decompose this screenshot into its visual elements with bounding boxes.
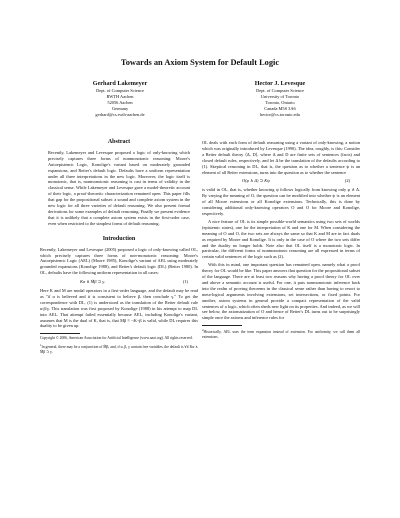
author-affiliation: Germany xyxy=(111,106,129,111)
author-affiliation: Toronto, Ontario xyxy=(265,100,295,105)
equation-body: O(φ ∧ Δ) ⊃ Kψ xyxy=(242,178,270,184)
author-block-2 xyxy=(200,80,360,118)
footnote-1: $^1$In general, there may be a conjunction of M̃β, and, if α, β, γ contain free variables, the default is ∀x⃗ Kα ∧ M̃β ⊃ γ. xyxy=(40,343,198,355)
paragraph: OL deals with each form of default reasoning using a variant of only-knowing, a notion which was originally introduced by Levesque (1990). The idea, roughly, is this: Consider a Reiter default theory ⟨Δ, D⟩, where Δ and D are finite sets of sentences (facts) and closed default rules, respectively, and let Δ be the translation of the defaults according to (1). Skeptical reasoning in DL, that is, the question as to whether a sentence ψ is an element of all Reiter extensions, turns into the question as to whether the sentence xyxy=(202,140,360,175)
equation-1 xyxy=(40,279,198,285)
paragraph: Recently, Lakemeyer and Levesque (2005) proposed a logic of only-knowing called OL, which precisely captures three forms of non-monotonic reasoning: Moore's Autoepistemic Logic (AEL) (Moore 1985), Konolige's variant of AEL using moderately grounded expansions (Konolige 1988), and Reiter's default logic (DL) (Reiter 1980). In OL, defaults have the following uniform representation in all cases: xyxy=(40,246,198,276)
equation-2 xyxy=(202,178,360,184)
footnote-divider xyxy=(40,333,80,334)
author-affiliation: University of Toronto xyxy=(260,94,300,99)
author-email: gerhard@cs.rwth-aachen.de xyxy=(95,112,145,117)
footnote-text: Historically, AEL uses the term expansion instead of extension. For uniformity, we call them all extensions. xyxy=(202,330,360,340)
equation-number: (2) xyxy=(344,178,350,184)
footnote-divider xyxy=(202,325,242,326)
author-affiliation: RWTH Aachen xyxy=(106,94,134,99)
paragraph: A nice feature of OL is its simple possible-world semantics using two sets of worlds (epistemic states), one for the interpretation of K and one for M. When considering the meaning of O and O, the two sets are always the same so that K and M are in fact duals as required by Moore and Konolige. It is only in the case of O where the two sets differ and the duality no longer holds. Note also that OL itself is a monotonic logic. In particular, the different forms of nonmonotonic reasoning are all expressed in terms of certain valid sentences of the logic such as (2). xyxy=(202,218,360,260)
copyright-notice: Copyright © 2006, American Association for Artificial Intelligence (www.aaai.org). All rights reserved. xyxy=(40,336,193,341)
footnote-text: In general, there may be a conjunction of M̃β, and, if α, β, γ contain free variables, the default is ∀x⃗ Kα ∧ M̃β ⊃ γ. xyxy=(40,345,198,355)
footnote-2: $^2$Historically, AEL uses the term expansion instead of extension. For uniformity, we call them all extensions. xyxy=(202,328,360,340)
abstract-paragraph: Recently, Lakemeyer and Levesque proposed a logic of only-knowing which precisely captures three forms of nonmonotonic reasoning: Moore's Autoepistemic Logic, Konolige's variant based on moderately grounded expansions, and Reiter's default logic. Defaults have a uniform representation under all three interpretations in the new logic. Moreover, the logic itself is monotonic, that is, nonmonotonic reasoning is cast in terms of validity in the classical sense. While Lakemeyer and Levesque gave a model-theoretic account of their logic, a proof-theoretic characterization remained open. This paper fills that gap for the propositional subset: a sound and complete axiom system in the new logic for all three varieties of default reasoning. We also present formal derivations for some examples of default reasoning. Finally we present evidence that it is unlikely that a complete axiom system exists in the first-order case, even when restricted to the simplest forms of default reasoning. xyxy=(48,149,190,226)
right-column xyxy=(202,140,360,341)
paragraph: With this in mind, one important question has remained open, namely what a proof theory for OL would be like. This paper answers that question for the propositional subset of the language. There are at least two reasons why having a proof theory for OL over and above a semantic account is useful. For one, it puts nonmonotonic inference back into the realm of proving theorems in the classical sense rather than having to resort to meta-logical arguments involving extensions, set intersections, or fixed points. For another, axiom systems in general provide a compact representation of the valid sentences of a logic, which often sheds new light on its properties. And indeed, as we will see below, the axiomatization of O and hence of Reiter's DL turns out to be surprisingly simple once the axioms and inference rules for xyxy=(202,262,360,321)
introduction-heading: Introduction xyxy=(102,235,136,242)
author-affiliation: Canada M5S 3A6 xyxy=(264,106,296,111)
paper-title: Towards an Axiom System for Default Logic xyxy=(120,58,280,67)
paragraph: is valid in OL, that is, whether knowing ψ follows logically from knowing only φ ∧ Δ. By varying the meaning of O, the question can be modified into whether ψ is an element of all Moore extensions or all Konolige extensions. Technically, this is done by considering additional only-knowing operators O and O for Moore and Konolige, respectively. xyxy=(202,187,360,216)
author-affiliation: Dept. of Computer Science xyxy=(256,88,304,93)
equation-number: (1) xyxy=(182,279,188,285)
abstract-text xyxy=(40,150,198,227)
author-affiliation: Dept. of Computer Science xyxy=(96,88,144,93)
paragraph: Here K and M are modal operators in a first-order language, and the default may be read as "if α is believed and it is consistent to believe β, then conclude γ." To get the correspondence with DL, (1) is understood as the translation of the Reiter default rule α:β/γ. This translation was first proposed by Konolige (1988) in his attempt to map DL into AEL. That attempt failed essentially because AEL, including Konolige's variant, assumes that M is the dual of K, that is, that Mβ ≡ ¬K¬β is valid, while DL requires this duality to be given up. xyxy=(40,288,198,329)
author-block-1 xyxy=(40,80,200,118)
author-email: hector@cs.toronto.edu xyxy=(260,112,300,117)
author-name: Hector J. Levesque xyxy=(254,80,306,87)
author-affiliation: 52056 Aachen xyxy=(107,100,133,105)
left-column xyxy=(40,140,198,356)
equation-body: Kα ∧ M̃β ⊃ γ. xyxy=(80,279,106,285)
author-name: Gerhard Lakemeyer xyxy=(92,80,148,87)
abstract-heading: Abstract xyxy=(107,139,131,145)
